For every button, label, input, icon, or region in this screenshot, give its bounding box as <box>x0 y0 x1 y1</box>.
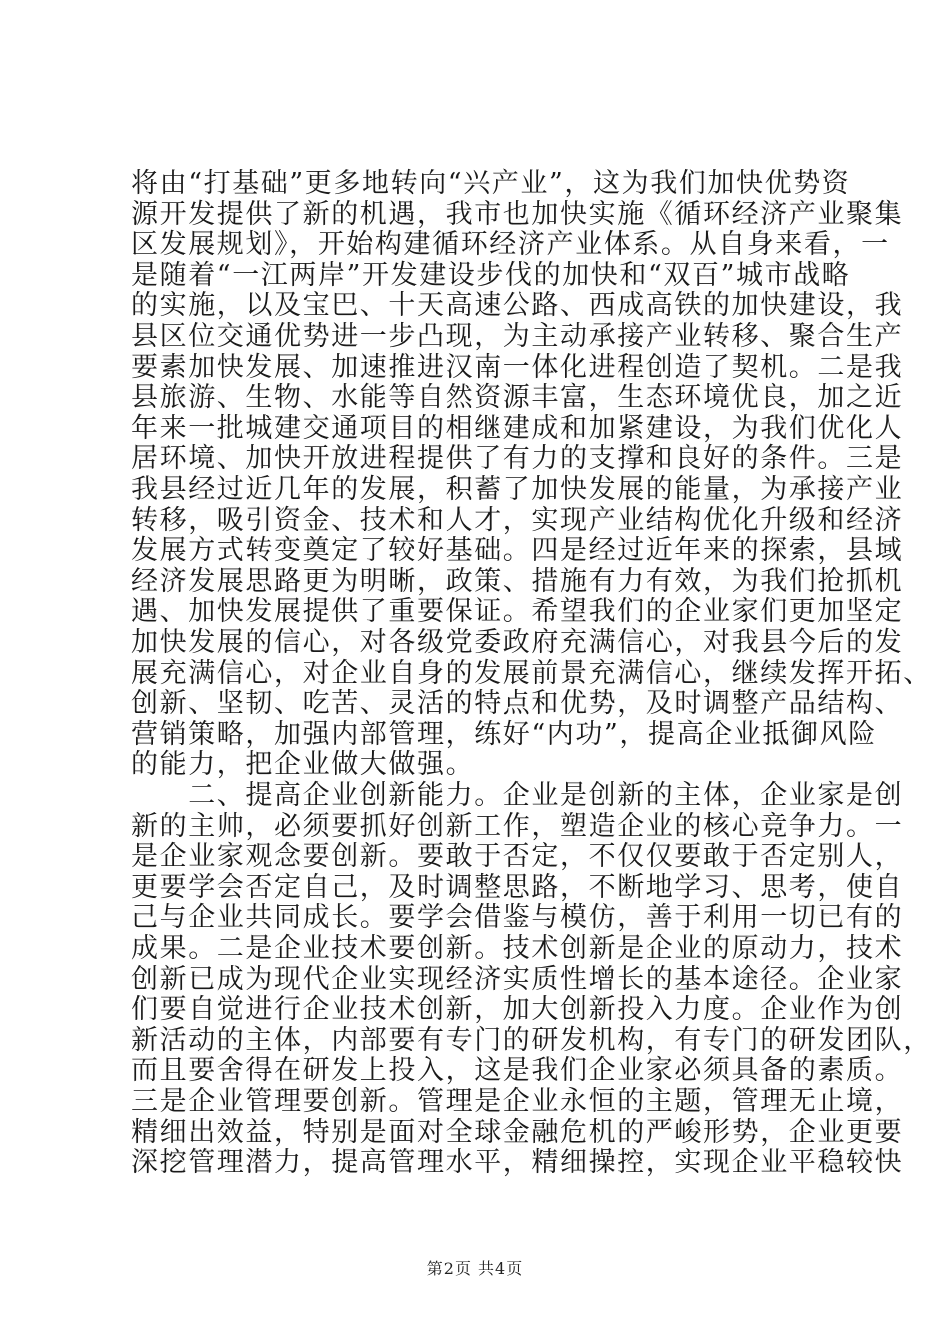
text-line: 新活动的主体，内部要有专门的研发机构，有专门的研发团队， <box>131 1024 932 1056</box>
text-line: 深挖管理潜力，提高管理水平，精细操控，实现企业平稳较快 <box>131 1147 904 1179</box>
text-line: 二、提高企业创新能力。企业是创新的主体，企业家是创 <box>131 780 904 811</box>
text-line: 营销策略，加强内部管理，练好“内功”，提高企业抵御风险 <box>131 718 877 750</box>
text-line: 年来一批城建交通项目的相继建成和加紧建设，为我们优化人 <box>131 412 904 444</box>
text-line: 们要自觉进行企业技术创新，加大创新投入力度。企业作为创 <box>131 994 904 1026</box>
text-line: 将由“打基础”更多地转向“兴产业”，这为我们加快优势资 <box>131 168 851 199</box>
text-line: 区发展规划》，开始构建循环经济产业体系。从自身来看，一 <box>131 229 890 261</box>
text-line: 转移，吸引资金、技术和人才，实现产业结构优化升级和经济 <box>131 504 904 536</box>
text-line: 创新已成为现代企业实现经济实质性增长的基本途径。企业家 <box>131 963 904 995</box>
text-line: 精细出效益，特别是面对全球金融危机的严峻形势，企业更要 <box>131 1116 904 1148</box>
text-line: 创新、坚韧、吃苦、灵活的特点和优势，及时调整产品结构、 <box>131 688 904 720</box>
text-line: 要素加快发展、加速推进汉南一体化进程创造了契机。二是我 <box>131 351 904 383</box>
text-line: 是随着“一江两岸”开发建设步伐的加快和“双百”城市战略 <box>131 259 851 291</box>
text-line: 的能力，把企业做大做强。 <box>131 749 475 781</box>
text-line: 己与企业共同成长。要学会借鉴与模仿，善于利用一切已有的 <box>131 902 904 934</box>
text-line: 源开发提供了新的机遇，我市也加快实施《循环经济产业聚集 <box>131 198 904 230</box>
text-line: 更要学会否定自己，及时调整思路，不断地学习、思考，使自 <box>131 871 904 903</box>
text-line: 三是企业管理要创新。管理是企业永恒的主题，管理无止境， <box>131 1086 904 1117</box>
text-line: 县区位交通优势进一步凸现，为主动承接产业转移、聚合生产 <box>131 321 904 352</box>
text-line: 而且要舍得在研发上投入，这是我们企业家必须具备的素质。 <box>131 1055 904 1087</box>
text-line: 发展方式转变奠定了较好基础。四是经过近年来的探索，县域 <box>131 535 904 567</box>
text-line: 新的主帅，必须要抓好创新工作，塑造企业的核心竞争力。一 <box>131 810 904 842</box>
text-line: 成果。二是企业技术要创新。技术创新是企业的原动力，技术 <box>131 933 904 964</box>
text-line: 县旅游、生物、水能等自然资源丰富，生态环境优良，加之近 <box>131 382 904 414</box>
text-line: 是企业家观念要创新。要敢于否定，不仅仅要敢于否定别人， <box>131 841 904 873</box>
text-line: 展充满信心，对企业自身的发展前景充满信心，继续发挥开拓、 <box>131 657 932 689</box>
page-number: 第2页 共4页 <box>426 1259 524 1278</box>
text-line: 遇、加快发展提供了重要保证。希望我们的企业家们更加坚定 <box>131 596 904 628</box>
text-line: 的实施，以及宝巴、十天高速公路、西成高铁的加快建设，我 <box>131 290 904 322</box>
text-line: 居环境、加快开放进程提供了有力的支撑和良好的条件。三是 <box>131 443 904 475</box>
text-line: 经济发展思路更为明晰，政策、措施有力有效，为我们抢抓机 <box>131 565 904 597</box>
text-line: 加快发展的信心，对各级党委政府充满信心，对我县今后的发 <box>131 627 904 658</box>
text-line: 我县经过近几年的发展，积蓄了加快发展的能量，为承接产业 <box>131 474 904 505</box>
